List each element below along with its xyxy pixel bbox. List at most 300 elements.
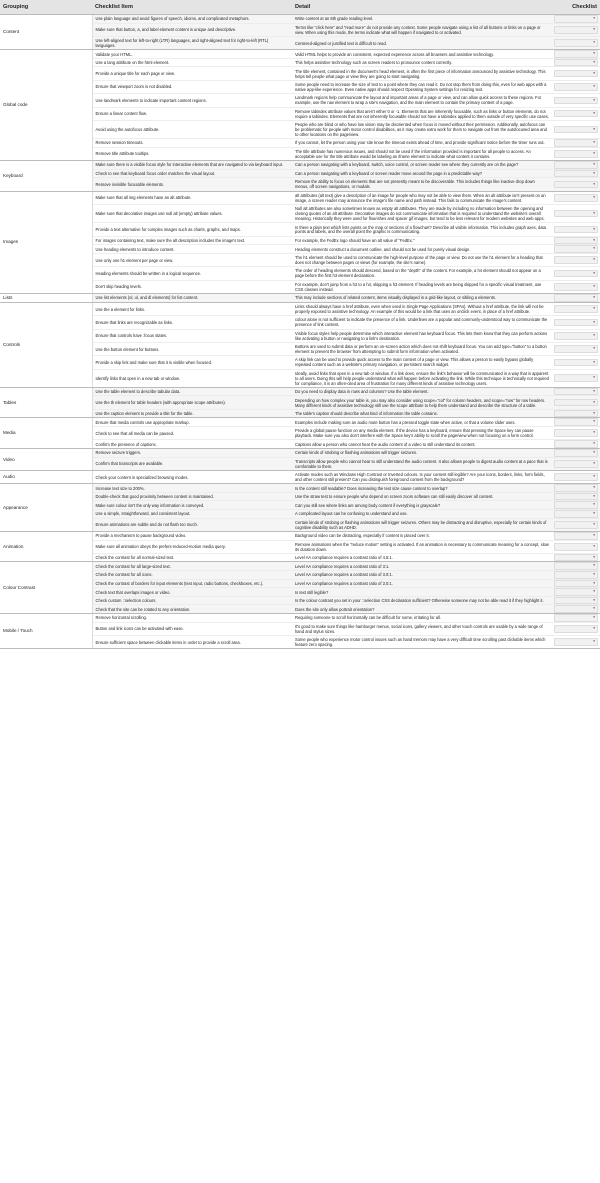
checklist-status-dropdown[interactable] — [554, 605, 598, 613]
group-label: Media — [0, 418, 92, 449]
chevron-down-icon: ▾ — [593, 639, 595, 644]
chevron-down-icon: ▾ — [593, 270, 595, 275]
table-row — [0, 302, 600, 315]
header-grouping: Grouping — [0, 0, 92, 15]
checklist-status-dropdown[interactable] — [554, 532, 598, 540]
checklist-detail: Visible focus styles help people determine which interactive element has keyboard focus. This lets them know that they can perform actions like activating a button or navigating to a link's destination. — [292, 329, 552, 342]
group-label: Video — [0, 448, 92, 470]
checklist-status-cell — [552, 293, 600, 302]
checklist-item: Use landmark elements to indicate important content regions. — [92, 94, 292, 107]
checklist-detail: Level AA compliance requires a contrast ratio of 3.0:1. — [292, 571, 552, 580]
checklist-status-cell — [552, 571, 600, 580]
checklist-detail: Remove the ability to focus on elements that are not presently meant to be discoverable. This includes things like inactive drop down menus, off screen navigations, or modals. — [292, 178, 552, 191]
table-row — [0, 418, 600, 427]
checklist-detail: Remove animations when the "reduce motion" setting is activated. If an animation is necessary to communicate meaning for a concept, slow its duration down. — [292, 540, 552, 553]
chevron-down-icon: ▾ — [593, 319, 595, 324]
checklist-status-dropdown[interactable] — [554, 571, 598, 579]
chevron-down-icon: ▾ — [593, 162, 595, 167]
checklist-status-dropdown[interactable] — [554, 399, 598, 407]
checklist-status-cell — [552, 501, 600, 510]
checklist-detail: alt attributes (alt text) give a description of an image for people who may not be able to view them. When an alt attribute isn't present on an image, a screen reader may announce the image's file name and path instead. This fails to communicate the image's content. — [292, 191, 552, 204]
chevron-down-icon: ▾ — [593, 502, 595, 507]
checklist-item: Use only one h1 element per page or view. — [92, 253, 292, 266]
checklist-status-cell — [552, 396, 600, 409]
checklist-detail: Can a person navigating with a keyboard or screen reader move around the page in a predictable way? — [292, 169, 552, 178]
checklist-status-cell — [552, 15, 600, 24]
checklist-status-dropdown[interactable] — [554, 501, 598, 509]
checklist-item: Check to see that keyboard focus order matches the visual layout. — [92, 169, 292, 178]
chevron-down-icon: ▾ — [593, 84, 595, 89]
checklist-status-cell — [552, 161, 600, 170]
checklist-status-cell — [552, 245, 600, 254]
checklist-status-dropdown[interactable] — [554, 388, 598, 396]
chevron-down-icon: ▾ — [593, 572, 595, 577]
checklist-status-dropdown[interactable] — [554, 97, 598, 105]
checklist-detail: The title element, contained in the document's head element, is often the first piece of information announced by assistive technology. This helps tell people what page or view they are going to start navigating. — [292, 67, 552, 80]
table-row — [0, 448, 600, 457]
checklist-detail: Landmark regions help communicate the layout and important areas of a page or view, and can allow quick access to these regions. For example, use the nav element to wrap a site's navigation, and the main element to contain the primary content of a page. — [292, 94, 552, 107]
checklist-status-cell — [552, 614, 600, 623]
checklist-status-dropdown[interactable] — [554, 194, 598, 202]
checklist-status-dropdown[interactable] — [554, 410, 598, 418]
checklist-status-dropdown[interactable] — [554, 305, 598, 313]
checklist-status-cell — [552, 579, 600, 588]
checklist-item: Avoid using the autofocus attribute. — [92, 120, 292, 138]
checklist-item: Button and link icons can be activated with ease. — [92, 622, 292, 635]
checklist-detail: The title attribute has numerous issues, and should not be used if the information provided is important for all people to access. An acceptable use for the title attribute would be labeling an iframe element to indicate what content it contains. — [292, 147, 552, 160]
checklist-status-cell — [552, 470, 600, 483]
checklist-status-cell — [552, 622, 600, 635]
checklist-status-cell — [552, 369, 600, 387]
table-row — [0, 293, 600, 302]
checklist-detail: Can a person navigating with a keyboard, switch, voice control, or screen reader see where they currently are on the page? — [292, 161, 552, 170]
chevron-down-icon: ▾ — [593, 399, 595, 404]
checklist-status-dropdown[interactable] — [554, 484, 598, 492]
checklist-detail: Provide a global pause function on any media element. If the device has a keyboard, ensure that pressing the Space key can pause playback. Make sure you also don't interfere with the Space key's ability to scroll the page/view when not focusing on a form control. — [292, 427, 552, 440]
checklist-status-dropdown[interactable] — [554, 493, 598, 501]
table-row — [0, 161, 600, 170]
checklist-item: Provide a unique title for each page or view. — [92, 67, 292, 80]
checklist-item: Make sure that button, a, and label element content is unique and descriptive. — [92, 23, 292, 36]
checklist-status-dropdown[interactable] — [554, 237, 598, 245]
checklist-status-cell — [552, 596, 600, 605]
checklist-status-dropdown[interactable] — [554, 50, 598, 58]
checklist-status-cell — [552, 418, 600, 427]
checklist-detail: Valid HTML helps to provide an consistent, expected experience across all browsers and assistive technology. — [292, 50, 552, 59]
checklist-status-dropdown[interactable] — [554, 59, 598, 67]
checklist-item: Check the contrast for all icons. — [92, 571, 292, 580]
checklist-status-cell — [552, 302, 600, 315]
checklist-item: Ensure that media controls use appropriate markup. — [92, 418, 292, 427]
checklist-item: Make sure all animation obeys the prefers-reduced-motion media query. — [92, 540, 292, 553]
checklist-detail: Level AA compliance requires a contrast ratio of 3:1. — [292, 562, 552, 571]
checklist-detail: Is the colour contrast you set in your ::selection CSS declaration sufficient? Otherwise someone may not be able read it if they highlight it. — [292, 596, 552, 605]
checklist-status-cell — [552, 80, 600, 93]
checklist-detail: If you cannot, let the person using your site know the timeout exists ahead of time, and provide significant notice before the timer runs out. — [292, 139, 552, 148]
chevron-down-icon: ▾ — [593, 110, 595, 115]
checklist-detail: This may include sections of related content, items visually displayed in a grid-like layout, or sibling a elements. — [292, 293, 552, 302]
checklist-status-dropdown[interactable] — [554, 543, 598, 551]
group-label: Keyboard — [0, 161, 92, 192]
table-row — [0, 470, 600, 483]
checklist-status-cell — [552, 356, 600, 369]
chevron-down-icon: ▾ — [593, 419, 595, 424]
checklist-detail: Is text still legible? — [292, 588, 552, 597]
checklist-detail: colour alone is not sufficient to indicate the presence of a link. Underlines are a popular and commonly-understood way to communicate the presence of link content. — [292, 316, 552, 329]
checklist-status-dropdown[interactable] — [554, 170, 598, 178]
checklist-status-cell — [552, 329, 600, 342]
checklist-status-cell — [552, 387, 600, 396]
chevron-down-icon: ▾ — [593, 257, 595, 262]
checklist-item: Use the th element for table headers (with appropriate scope attributes). — [92, 396, 292, 409]
chevron-down-icon: ▾ — [593, 626, 595, 631]
checklist-status-cell — [552, 191, 600, 204]
checklist-item: Provide a text alternative for complex images such as charts, graphs, and maps. — [92, 223, 292, 236]
checklist-item: Use the button element for buttons. — [92, 342, 292, 355]
chevron-down-icon: ▾ — [593, 543, 595, 548]
checklist-detail: Heading elements construct a document outline, and should not be used for purely visual design. — [292, 245, 552, 254]
checklist-status-dropdown[interactable] — [554, 161, 598, 169]
chevron-down-icon: ▾ — [593, 511, 595, 516]
checklist-status-cell — [552, 147, 600, 160]
checklist-item: Ensure animations are subtle and do not flash too much. — [92, 518, 292, 531]
group-label: Controls — [0, 302, 92, 387]
chevron-down-icon: ▾ — [593, 210, 595, 215]
checklist-item: Make sure colour isn't the only way information is conveyed. — [92, 501, 292, 510]
checklist-item: Use the table element to describe tabular data. — [92, 387, 292, 396]
checklist-status-cell — [552, 169, 600, 178]
checklist-status-dropdown[interactable] — [554, 226, 598, 234]
chevron-down-icon: ▾ — [593, 410, 595, 415]
checklist-status-cell — [552, 440, 600, 449]
checklist-detail: Requiring someone to scroll horizontally can be difficult for some, irritating for all. — [292, 614, 552, 623]
checklist-item: For images containing text, make sure the alt description includes the image's text. — [92, 236, 292, 245]
checklist-item: Increase text size to 200%. — [92, 484, 292, 493]
checklist-status-dropdown[interactable] — [554, 39, 598, 47]
checklist-item: Use list elements (ol, ul, and dl elements) for list content. — [92, 293, 292, 302]
chevron-down-icon: ▾ — [593, 226, 595, 231]
checklist-status-dropdown[interactable] — [554, 597, 598, 605]
checklist-detail: Terms like "click here" and "read more" do not provide any context. Some people navigate using a list of all buttons or links on a page or view. When using this mode, the terms indicate what will happen if navigated to or activated. — [292, 23, 552, 36]
group-label: Animation — [0, 531, 92, 562]
group-label: Images — [0, 191, 92, 293]
checklist-status-dropdown[interactable] — [554, 150, 598, 158]
checklist-detail: Can you still see where links are among body content if everything is grayscale? — [292, 501, 552, 510]
chevron-down-icon: ▾ — [593, 554, 595, 559]
checklist-item: Make sure that decorative images use null alt (empty) attribute values. — [92, 204, 292, 222]
checklist-status-cell — [552, 267, 600, 280]
chevron-down-icon: ▾ — [593, 151, 595, 156]
checklist-status-cell — [552, 409, 600, 418]
table-row — [0, 15, 600, 24]
checklist-item: Ensure a linear content flow. — [92, 107, 292, 120]
checklist-detail: Is the content still readable? Does increasing the text size cause content to overlap? — [292, 484, 552, 493]
checklist-status-dropdown[interactable] — [554, 588, 598, 596]
checklist-status-dropdown[interactable] — [554, 554, 598, 562]
checklist-detail: Depending on how complex your table is, you may also consider using scope="col" for column headers, and scope="row" for row headers. Many different kinds of assistive technology still use the scope attribute to help them understand and describe the structure of a table. — [292, 396, 552, 409]
chevron-down-icon: ▾ — [593, 460, 595, 465]
checklist-status-cell — [552, 50, 600, 59]
checklist-detail: This helps assistive technology such as screen readers to pronounce content correctly. — [292, 58, 552, 67]
group-label: Global code — [0, 50, 92, 161]
checklist-detail: Examples include making sure an audio mute button has a pressed toggle state when active, or that a volume slider uses. — [292, 418, 552, 427]
checklist-status-dropdown[interactable] — [554, 139, 598, 147]
checklist-status-cell — [552, 23, 600, 36]
checklist-detail: Is there a plain text which lists points on the map or sections of a flowchart? Describe all visible information. This includes graph axes, data points and labels, and the overall point the graphic is communicating. — [292, 223, 552, 236]
checklist-status-dropdown[interactable] — [554, 245, 598, 253]
checklist-status-cell — [552, 280, 600, 293]
checklist-status-dropdown[interactable] — [554, 473, 598, 481]
chevron-down-icon: ▾ — [593, 181, 595, 186]
checklist-item: Identify links that open in a new tab or window. — [92, 369, 292, 387]
checklist-status-cell — [552, 457, 600, 470]
checklist-detail: Ideally, avoid links that open in a new tab or window. If a link does, ensure the link's behavior will be communicated in a way that is apparent to all users. Doing this will help people understand what will happen before activating the link. While this technique is technically not required for compliance, it is an often-cited area of frustration for many different kinds of assistive technology users. — [292, 369, 552, 387]
checklist-status-dropdown[interactable] — [554, 283, 598, 291]
checklist-status-cell — [552, 562, 600, 571]
checklist-item: Check the contrast for all large-sized text. — [92, 562, 292, 571]
chevron-down-icon: ▾ — [593, 563, 595, 568]
checklist-status-cell — [552, 588, 600, 597]
checklist-status-dropdown[interactable] — [554, 126, 598, 134]
checklist-status-dropdown[interactable] — [554, 181, 598, 189]
checklist-item: Check custom ::selection colours. — [92, 596, 292, 605]
checklist-status-cell — [552, 36, 600, 49]
header-checklist: Checklist — [552, 0, 600, 15]
chevron-down-icon: ▾ — [593, 306, 595, 311]
checklist-detail: Level AA compliance requires a contrast ratio of 4.5:1. — [292, 553, 552, 562]
checklist-item: Remove seizure triggers. — [92, 448, 292, 457]
chevron-down-icon: ▾ — [593, 449, 595, 454]
chevron-down-icon: ▾ — [593, 16, 595, 20]
checklist-status-cell — [552, 510, 600, 519]
checklist-status-cell — [552, 58, 600, 67]
checklist-status-dropdown[interactable] — [554, 510, 598, 518]
checklist-item: Don't skip heading levels. — [92, 280, 292, 293]
table-row — [0, 562, 600, 571]
table-row — [0, 191, 600, 204]
checklist-status-cell — [552, 139, 600, 148]
table-row — [0, 387, 600, 396]
checklist-status-cell — [552, 204, 600, 222]
checklist-item: Remove horizontal scrolling. — [92, 614, 292, 623]
chevron-down-icon: ▾ — [593, 493, 595, 498]
checklist-status-cell — [552, 635, 600, 648]
checklist-item: Check the contrast for all normal-sized text. — [92, 553, 292, 562]
group-label: Content — [0, 15, 92, 50]
header-checklist-item: Checklist Item — [92, 0, 292, 15]
checklist-item: Ensure sufficient space between clickable items in order to provide a scroll area. — [92, 635, 292, 648]
checklist-status-cell — [552, 484, 600, 493]
table-row — [0, 531, 600, 540]
checklist-status-dropdown[interactable] — [554, 359, 598, 367]
checklist-item: Use the caption element to provide a title for the table. — [92, 409, 292, 418]
checklist-item: Confirm that transcripts are available. — [92, 457, 292, 470]
checklist-status-cell — [552, 67, 600, 80]
checklist-status-dropdown[interactable] — [554, 332, 598, 340]
checklist-detail: It's good to make sure things like hamburger menus, social icons, gallery viewers, and other touch controls are usable by a wide range of hand and stylus sizes. — [292, 622, 552, 635]
chevron-down-icon: ▾ — [593, 375, 595, 380]
checklist-item: Remove invisible focusable elements. — [92, 178, 292, 191]
checklist-item: Provide a skip link and make sure that it is visible when focused. — [92, 356, 292, 369]
group-label: Audio — [0, 470, 92, 483]
checklist-detail: Activate modes such as Windows High Contrast or Inverted colours. Is your content still legible? Are your icons, borders, links, form fields, and other content still present? Can you distinguish foreground content from the background? — [292, 470, 552, 483]
chevron-down-icon: ▾ — [593, 51, 595, 56]
checklist-status-dropdown[interactable] — [554, 210, 598, 218]
checklist-status-cell — [552, 94, 600, 107]
checklist-detail: The table's caption should describe what kind of information the table contains. — [292, 409, 552, 418]
checklist-detail: Buttons are used to submit data or perform an on-screen action which does not shift keyboard focus. You can add type="button" to a button element to prevent the browser from attempting to submit form information when activated. — [292, 342, 552, 355]
header-detail: Detail — [292, 0, 552, 15]
checklist-status-cell — [552, 531, 600, 540]
checklist-detail: For example, don't jump from a h2 to a h4, skipping a h3 element. If heading levels are being skipped for a specific visual treatment, use CSS classes instead. — [292, 280, 552, 293]
chevron-down-icon: ▾ — [593, 597, 595, 602]
chevron-down-icon: ▾ — [593, 346, 595, 351]
checklist-detail: The h1 element should be used to communicate the high-level purpose of the page or view. Do not use the h1 element for a heading that does not change between pages or views (for example, the site's name). — [292, 253, 552, 266]
checklist-status-cell — [552, 553, 600, 562]
checklist-detail: Certain kinds of strobing or flashing animations will trigger seizures. — [292, 448, 552, 457]
checklist-status-dropdown[interactable] — [554, 614, 598, 622]
checklist-detail: Captions allow a person who cannot hear the audio content of a video to still understand its content. — [292, 440, 552, 449]
checklist-status-dropdown[interactable] — [554, 418, 598, 426]
checklist-item: Use heading elements to introduce content. — [92, 245, 292, 254]
checklist-detail: Use the straw test to ensure people who depend on screen zoom software can still easily discover all content. — [292, 492, 552, 501]
checklist-status-dropdown[interactable] — [554, 638, 598, 646]
checklist-status-dropdown[interactable] — [554, 70, 598, 78]
checklist-detail: People who are blind or who have low vision may be disoriented when focus is moved without their permission. Additionally, autofocus can be problematic for people with motor control disabilities, as it may create extra work for them to navigate out from the autofocused area and to other locations on the page/view. — [292, 120, 552, 138]
chevron-down-icon: ▾ — [593, 580, 595, 585]
chevron-down-icon: ▾ — [593, 246, 595, 251]
chevron-down-icon: ▾ — [593, 359, 595, 364]
chevron-down-icon: ▾ — [593, 441, 595, 446]
checklist-detail: Centered-aligned or justified text is difficult to read. — [292, 36, 552, 49]
checklist-item: Use the a element for links. — [92, 302, 292, 315]
group-label: Tables — [0, 387, 92, 418]
checklist-status-dropdown[interactable] — [554, 460, 598, 468]
checklist-detail: Background video can be distracting, especially if content is placed over it. — [292, 531, 552, 540]
chevron-down-icon: ▾ — [593, 485, 595, 490]
checklist-status-dropdown[interactable] — [554, 625, 598, 633]
checklist-item: Double-check that good proximity between content is maintained. — [92, 492, 292, 501]
checklist-detail: Do you need to display data in rows and columns? Use the table element. — [292, 387, 552, 396]
checklist-item: Check to see that all media can be paused. — [92, 427, 292, 440]
chevron-down-icon: ▾ — [593, 97, 595, 102]
checklist-status-dropdown[interactable] — [554, 26, 598, 34]
checklist-status-cell — [552, 236, 600, 245]
checklist-status-dropdown[interactable] — [554, 110, 598, 118]
checklist-detail: Links should always have a href attribute, even when used in Single Page Applications (SPAs). Without a href attribute, the link will not be properly exposed to assistive technology. An example of this would be a link that uses an onclick event, in place of a href attribute. — [292, 302, 552, 315]
checklist-item: Use left-aligned text for left-to-right (LTR) languages, and right-aligned text for right-to-left (RTL) languages. — [92, 36, 292, 49]
table-row — [0, 484, 600, 493]
checklist-status-dropdown[interactable] — [554, 521, 598, 529]
chevron-down-icon: ▾ — [593, 532, 595, 537]
checklist-status-cell — [552, 223, 600, 236]
checklist-detail: Certain kinds of strobing or flashing animations will trigger seizures. Others may be distracting and disruptive, especially for certain kinds of cognitive disability such as ADHD. — [292, 518, 552, 531]
checklist-item: Make sure that all img elements have an alt attribute. — [92, 191, 292, 204]
checklist-detail: Does the site only allow portrait orientation? — [292, 605, 552, 614]
chevron-down-icon: ▾ — [593, 589, 595, 594]
checklist-status-dropdown[interactable] — [554, 83, 598, 91]
checklist-status-dropdown[interactable] — [554, 449, 598, 457]
checklist-item: Ensure that controls have :focus states. — [92, 329, 292, 342]
checklist-status-dropdown[interactable] — [554, 256, 598, 264]
checklist-status-dropdown[interactable] — [554, 270, 598, 278]
group-label: Mobile / Touch — [0, 614, 92, 649]
checklist-status-cell — [552, 120, 600, 138]
checklist-item: Use a lang attribute on the html element. — [92, 58, 292, 67]
chevron-down-icon: ▾ — [593, 606, 595, 611]
checklist-detail: Null alt attributes are also sometimes known as empty alt attributes. They are made by including no information between the opening and closing quotes of an alt attribute. Decorative images do not communicate information that is required to understand the website's overall meaning. Historically they were used for flourishes and spacer gif images, but tend to be less relevant for modern websites and web apps. — [292, 204, 552, 222]
checklist-status-dropdown[interactable] — [554, 374, 598, 382]
chevron-down-icon: ▾ — [593, 59, 595, 64]
checklist-status-dropdown[interactable] — [554, 294, 598, 302]
checklist-detail: Remove tabindex attribute values that aren't either 0 or -1. Elements that are inherently focusable, such as links or button elements, do not require a tabindex. Elements that are not inherently focusable should not have a tabindex applied to them outside of very specific use cases. — [292, 107, 552, 120]
checklist-status-dropdown[interactable] — [554, 580, 598, 588]
checklist-status-dropdown[interactable] — [554, 15, 598, 23]
group-label: Appearance — [0, 484, 92, 532]
chevron-down-icon: ▾ — [593, 170, 595, 175]
chevron-down-icon: ▾ — [593, 332, 595, 337]
chevron-down-icon: ▾ — [593, 283, 595, 288]
checklist-item: Confirm the presence of captions. — [92, 440, 292, 449]
checklist-status-cell — [552, 342, 600, 355]
checklist-item: Check the contrast of borders for input elements (text input, radio buttons, checkboxes, etc.). — [92, 579, 292, 588]
table-row — [0, 614, 600, 623]
checklist-status-dropdown[interactable] — [554, 345, 598, 353]
checklist-item: Provide a mechanism to pause background video. — [92, 531, 292, 540]
checklist-status-cell — [552, 540, 600, 553]
checklist-status-dropdown[interactable] — [554, 562, 598, 570]
checklist-detail: The order of heading elements should descend, based on the "depth" of the content. For example, a h4 element should not appear on a page before the first h3 element declaration. — [292, 267, 552, 280]
checklist-detail: For example, the FedEx logo should have an alt value of "FedEx." — [292, 236, 552, 245]
checklist-status-cell — [552, 448, 600, 457]
checklist-item: Check text that overlaps images or video. — [92, 588, 292, 597]
checklist-status-dropdown[interactable] — [554, 319, 598, 327]
chevron-down-icon: ▾ — [593, 40, 595, 45]
checklist-item: Ensure that viewport zoom is not disabled. — [92, 80, 292, 93]
checklist-detail: A skip link can be used to provide quick access to the main content of a page or view. This allows a person to easily bypass globally repeated content such as a website's primary navigation, or persistent search widget. — [292, 356, 552, 369]
checklist-status-dropdown[interactable] — [554, 440, 598, 448]
checklist-status-cell — [552, 316, 600, 329]
chevron-down-icon: ▾ — [593, 26, 595, 31]
checklist-item: Remove session timeouts. — [92, 139, 292, 148]
checklist-status-cell — [552, 605, 600, 614]
chevron-down-icon: ▾ — [593, 237, 595, 242]
checklist-status-cell — [552, 107, 600, 120]
chevron-down-icon: ▾ — [593, 474, 595, 479]
chevron-down-icon: ▾ — [593, 615, 595, 620]
checklist-item: Use a simple, straightforward, and consistent layout. — [92, 510, 292, 519]
checklist-body — [0, 15, 600, 649]
checklist-item: Validate your HTML. — [92, 50, 292, 59]
checklist-status-cell — [552, 427, 600, 440]
checklist-detail: Write content at an 8th grade reading level. — [292, 15, 552, 24]
checklist-status-dropdown[interactable] — [554, 429, 598, 437]
checklist-item: Remove title attribute tooltips. — [92, 147, 292, 160]
checklist-item: Use plain language and avoid figures of speech, idioms, and complicated metaphors. — [92, 15, 292, 24]
checklist-detail: Transcripts allow people who cannot hear to still understand the audio content. It also allows people to digest audio content at a pace that is comfortable to them. — [292, 457, 552, 470]
header-row — [0, 0, 600, 15]
table-row — [0, 50, 600, 59]
group-label: Colour Contrast — [0, 562, 92, 614]
chevron-down-icon: ▾ — [593, 140, 595, 145]
checklist-detail: Level AA compliance requires a contrast ratio of 3.0:1. — [292, 579, 552, 588]
group-label: Lists — [0, 293, 92, 302]
chevron-down-icon: ▾ — [593, 295, 595, 300]
checklist-item: Check your content in specialized browsing modes. — [92, 470, 292, 483]
chevron-down-icon: ▾ — [593, 430, 595, 435]
checklist-detail: Some people need to increase the size of text to a point where they can read it. Do not stop them from doing this, even for web apps with a native app-like experience. Even native apps should respect Operating System settings for resizing text. — [292, 80, 552, 93]
chevron-down-icon: ▾ — [593, 195, 595, 200]
